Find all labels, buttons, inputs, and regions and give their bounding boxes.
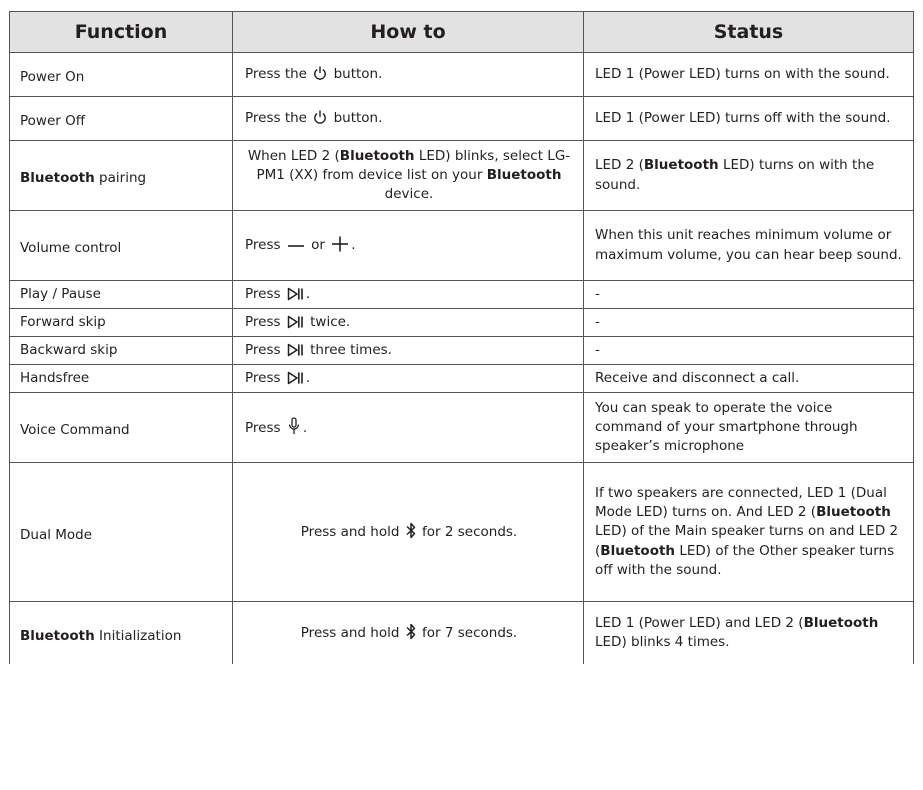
function-text: pairing [94, 170, 147, 187]
function-cell [10, 337, 233, 365]
function-text: Power Off [20, 113, 86, 130]
status-cell [584, 211, 914, 281]
function-cell [10, 463, 233, 602]
status-text: LED) of the Other speaker turns off with the sound. [595, 542, 895, 578]
howto-text: Press [245, 419, 285, 436]
table-row [10, 211, 914, 281]
plus-icon [331, 236, 349, 252]
howto-text: Press the [245, 65, 312, 82]
function-text: Voice Command [20, 422, 130, 439]
how-to-cell [233, 309, 584, 337]
status-cell [584, 337, 914, 365]
table-row [10, 365, 914, 393]
status-text: LED) blinks 4 times. [595, 633, 730, 650]
table-body [10, 53, 914, 664]
howto-text: When LED 2 ( [247, 147, 340, 164]
function-table [9, 11, 914, 664]
table-row [10, 281, 914, 309]
howto-text: or [306, 236, 330, 253]
function-text: Bluetooth [20, 170, 95, 187]
status-text: - [595, 285, 600, 302]
how-to-cell [233, 365, 584, 393]
howto-text: . [302, 419, 308, 436]
play-pause-icon [287, 315, 304, 329]
how-to-cell [233, 337, 584, 365]
how-to-cell [233, 602, 584, 664]
function-text: Volume control [20, 240, 122, 257]
how-to-cell [233, 53, 584, 97]
table-row [10, 463, 914, 602]
status-text: LED 1 (Power LED) turns off with the sound. [595, 109, 891, 126]
table-row [10, 393, 914, 463]
status-cell [584, 365, 914, 393]
how-to-cell [233, 463, 584, 602]
function-cell [10, 393, 233, 463]
howto-text: Press and hold [300, 624, 404, 641]
bluetooth-icon [406, 522, 416, 539]
how-to-cell [233, 281, 584, 309]
function-text: Handsfree [20, 369, 90, 386]
table-row [10, 53, 914, 97]
function-text: Initialization [94, 627, 182, 644]
function-text: Forward skip [20, 313, 106, 330]
minus-icon [287, 240, 305, 252]
status-cell [584, 393, 914, 463]
status-text: Receive and disconnect a call. [595, 369, 800, 386]
how-to-cell [233, 97, 584, 141]
status-text: LED) turns on with the sound. [595, 157, 875, 193]
power-icon [313, 109, 327, 125]
howto-text: LED) blinks, select LG-PM1 (XX) from device list on your [256, 147, 571, 183]
howto-text: Press [245, 341, 285, 358]
header-how-to: How to [233, 12, 584, 53]
microphone-icon [287, 417, 301, 435]
howto-text: button. [329, 109, 383, 126]
howto-text: for 7 seconds. [417, 624, 518, 641]
table-row [10, 97, 914, 141]
power-icon [313, 65, 327, 81]
howto-text: Press and hold [300, 523, 404, 540]
status-text: LED 1 (Power LED) turns on with the sound. [595, 65, 890, 82]
function-text: Dual Mode [20, 526, 93, 543]
howto-text: . [351, 236, 356, 253]
status-cell [584, 281, 914, 309]
table-row [10, 141, 914, 211]
status-text: Bluetooth [803, 614, 879, 631]
status-cell [584, 602, 914, 664]
howto-text: Press [245, 313, 285, 330]
status-text: If two speakers are connected, LED 1 (Dual Mode LED) turns on. And LED 2 ( [595, 485, 887, 521]
howto-text: . [305, 369, 311, 386]
table-row [10, 602, 914, 664]
howto-text: Press [245, 285, 285, 302]
function-text: Play / Pause [20, 285, 101, 302]
howto-text: Press the [245, 109, 312, 126]
function-cell [10, 53, 233, 97]
howto-text: button. [329, 65, 383, 82]
status-text: Bluetooth [816, 504, 891, 521]
function-cell [10, 309, 233, 337]
function-cell [10, 141, 233, 211]
howto-text: . [305, 285, 311, 302]
howto-text: Bluetooth [486, 166, 562, 183]
status-text: Bluetooth [600, 542, 676, 559]
howto-text: twice. [305, 313, 351, 330]
how-to-cell [233, 393, 584, 463]
status-cell [584, 97, 914, 141]
howto-text: Press [245, 369, 285, 386]
function-text: Bluetooth [20, 627, 95, 644]
header-status: Status [584, 12, 914, 53]
header-function: Function [10, 12, 233, 53]
status-text: Bluetooth [643, 157, 719, 174]
function-cell [10, 211, 233, 281]
play-pause-icon [287, 343, 304, 357]
play-pause-icon [287, 287, 304, 301]
status-text: LED) of the Main speaker turns on and LED 2 ( [595, 523, 899, 559]
header-row [10, 12, 914, 53]
table-row [10, 337, 914, 365]
function-text: Backward skip [20, 341, 118, 358]
status-cell [584, 141, 914, 211]
status-text: When this unit reaches minimum volume or maximum volume, you can hear beep sound. [595, 227, 902, 263]
status-text: - [595, 341, 600, 358]
status-cell [584, 463, 914, 602]
status-cell [584, 309, 914, 337]
howto-text: Press [245, 236, 285, 253]
function-cell [10, 281, 233, 309]
function-text: Power On [20, 69, 85, 86]
howto-text: three times. [305, 341, 392, 358]
play-pause-icon [287, 371, 304, 385]
function-cell [10, 365, 233, 393]
howto-text: for 2 seconds. [417, 523, 518, 540]
how-to-cell [233, 211, 584, 281]
howto-text: device. [384, 186, 434, 203]
function-cell [10, 602, 233, 664]
howto-text: Bluetooth [339, 147, 415, 164]
status-cell [584, 53, 914, 97]
status-text: LED 1 (Power LED) and LED 2 ( [595, 614, 804, 631]
status-text: - [595, 313, 600, 330]
how-to-cell [233, 141, 584, 211]
bluetooth-icon [406, 623, 416, 640]
status-text: You can speak to operate the voice command of your smartphone through speaker’s microphone [595, 399, 858, 455]
table-row [10, 309, 914, 337]
status-text: LED 2 ( [595, 157, 644, 174]
function-cell [10, 97, 233, 141]
